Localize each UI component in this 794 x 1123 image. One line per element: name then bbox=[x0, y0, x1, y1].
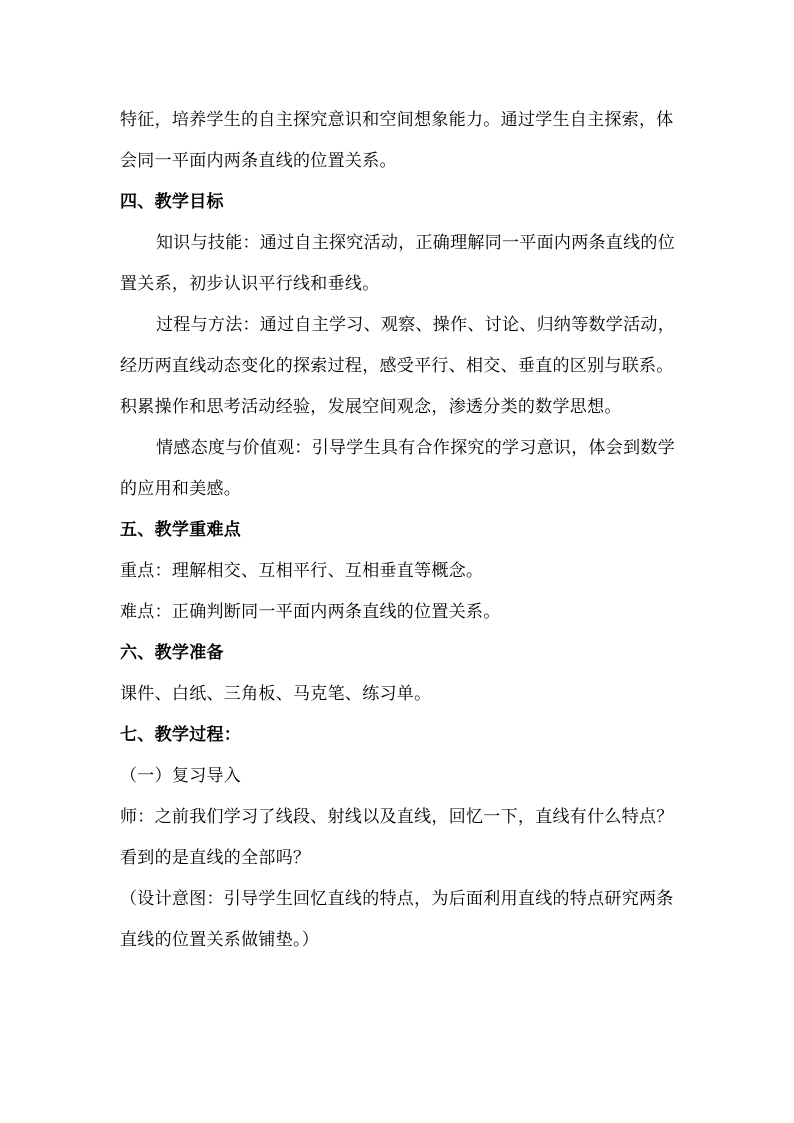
intro-paragraph: 特征，培养学生的自主探究意识和空间想象能力。通过学生自主探索，体会同一平面内两条直线的位置关系。 bbox=[120, 110, 674, 171]
section-heading-teaching-goals: 四、教学目标 bbox=[120, 192, 224, 212]
section-heading-preparation: 六、教学准备 bbox=[120, 643, 224, 663]
goal-process-paragraph: 过程与方法：通过自主学习、观察、操作、讨论、归纳等数学活动，经历两直线动态变化的探索过程，感受平行、相交、垂直的区别与联系。积累操作和思考活动经验，发展空间观念，渗透分类的数学思想。 bbox=[120, 315, 675, 417]
goal-knowledge-paragraph: 知识与技能：通过自主探究活动，正确理解同一平面内两条直线的位置关系，初步认识平行线和垂线。 bbox=[120, 233, 675, 294]
document-body bbox=[120, 100, 680, 961]
preparation-line: 课件、白纸、三角板、马克笔、练习单。 bbox=[120, 684, 432, 704]
section-heading-teaching-process: 七、教学过程： bbox=[120, 725, 242, 745]
design-intent-paragraph: （设计意图：引导学生回忆直线的特点，为后面利用直线的特点研究两条直线的位置关系做铺垫。） bbox=[120, 889, 674, 950]
difficult-point-line: 难点：正确判断同一平面内两条直线的位置关系。 bbox=[120, 602, 501, 622]
section-heading-key-difficult-points: 五、教学重难点 bbox=[120, 520, 242, 540]
goal-emotion-paragraph: 情感态度与价值观：引导学生具有合作探究的学习意识，体会到数学的应用和美感。 bbox=[120, 438, 675, 499]
subsection-review-intro: （一）复习导入 bbox=[120, 766, 242, 786]
key-point-line: 重点：理解相交、互相平行、互相垂直等概念。 bbox=[120, 561, 484, 581]
teacher-question-paragraph: 师：之前我们学习了线段、射线以及直线，回忆一下，直线有什么特点？看到的是直线的全部吗？ bbox=[120, 807, 674, 868]
